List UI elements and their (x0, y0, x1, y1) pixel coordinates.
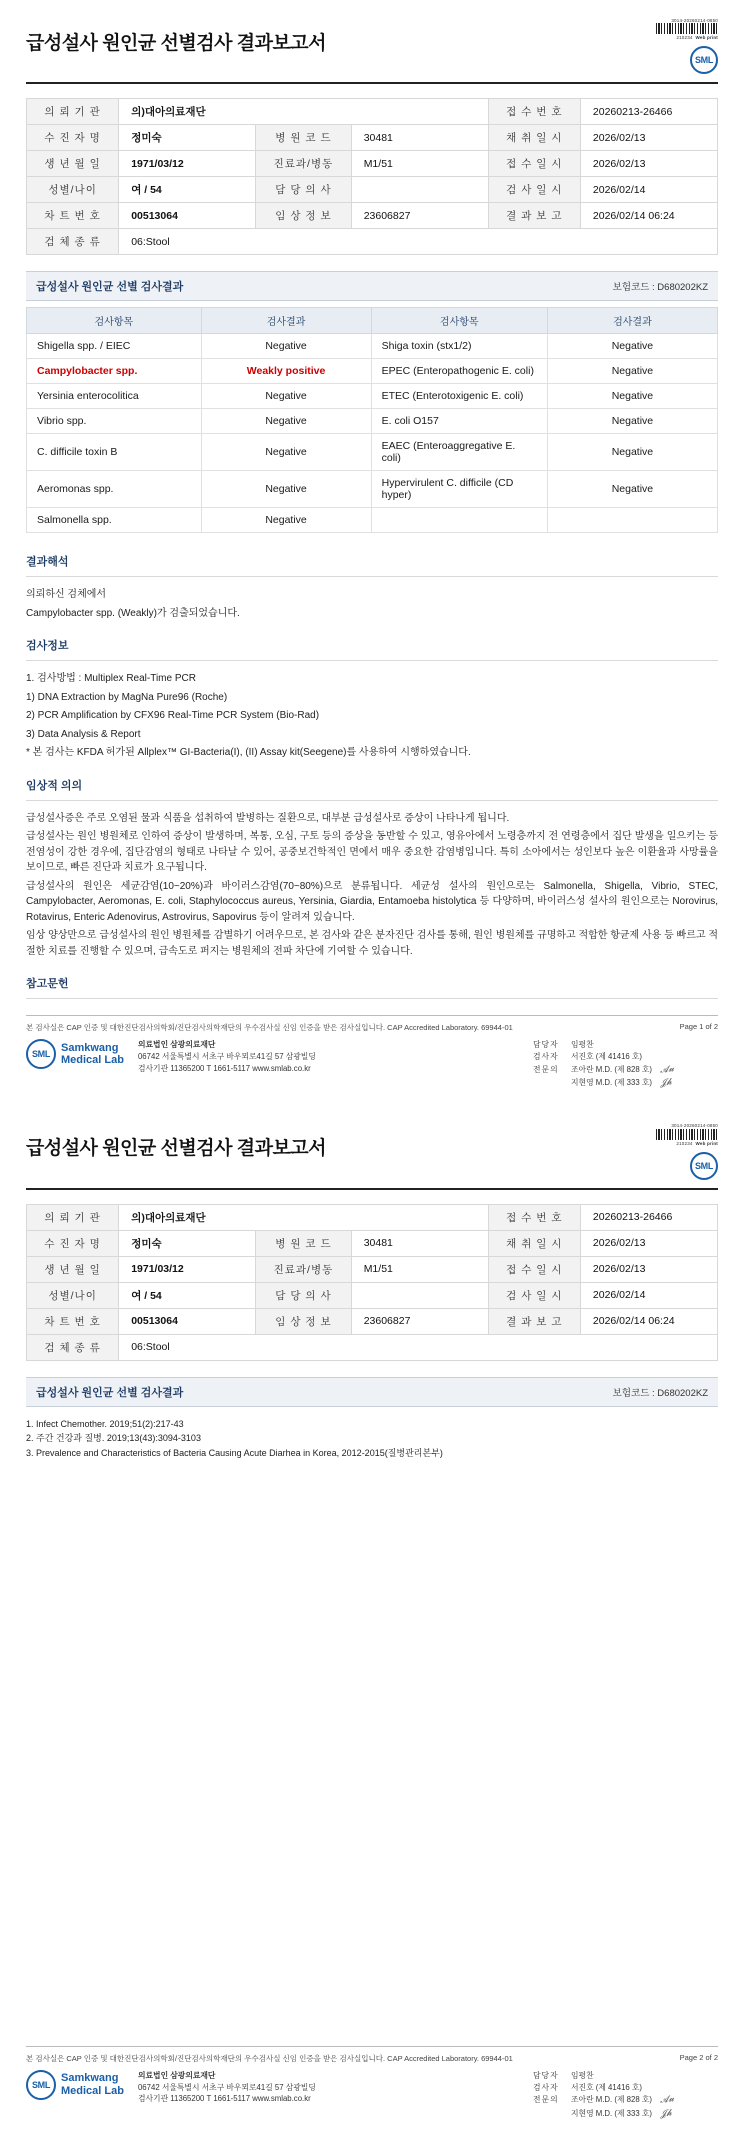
footer-address: 06742 서울특별시 서초구 바우뫼로41길 57 삼광빌딩 (137, 1052, 316, 1062)
accreditation-text: 본 검사실은 CAP 인증 및 대한진단검사의학회/진단검사의학재단의 우수검사실 신임 인증을 받은 검사실입니다. CAP Accredited Laboratory. 69944-01 (26, 1023, 513, 1033)
table-row (27, 1230, 718, 1256)
column-header-result-right: 검사결과 (547, 308, 717, 334)
barcode-subnumber: 210234 Web print (676, 35, 718, 41)
footer-logo (26, 2070, 124, 2100)
references-title: 참고문헌 (26, 978, 69, 991)
signer-row (533, 2070, 718, 2082)
sml-logo (690, 1152, 718, 1180)
page-footer-2 (26, 2046, 718, 2136)
signer-row (533, 1039, 718, 1051)
info-value: 23606827 (351, 203, 488, 229)
info-label: 채 취 일 시 (488, 125, 580, 151)
info-label: 검 사 일 시 (488, 177, 580, 203)
info-value: 00513064 (119, 203, 256, 229)
test-name: Shigella spp. / EIEC (27, 334, 202, 359)
test-name: E. coli O157 (371, 409, 547, 434)
page-footer-1 (26, 1015, 718, 1105)
info-value (351, 177, 488, 203)
footer-address: 06742 서울특별시 서초구 바우뫼로41길 57 삼광빌딩 (137, 2082, 316, 2092)
divider (26, 800, 718, 801)
table-row (27, 359, 718, 384)
info-value: 2026/02/13 (580, 125, 717, 151)
footer-signers (533, 1039, 718, 1091)
info-label: 접 수 번 호 (488, 99, 580, 125)
signer-row (533, 1064, 718, 1078)
table-row (27, 1282, 718, 1308)
table-row (27, 334, 718, 359)
footer-main (26, 1039, 718, 1105)
table-row (27, 1256, 718, 1282)
signer-value: 조아란 M.D. (제 828 호) (571, 2095, 652, 2105)
footer-contact: 검사기관 11365200 T 1661-5117 www.smlab.co.kr (137, 2094, 311, 2104)
page-title: 급성설사 원인균 선별검사 결과보고서 (26, 1138, 327, 1160)
test-name (371, 508, 547, 533)
header-right (656, 1123, 718, 1179)
page-whitespace (26, 1476, 718, 2036)
signer-row (533, 2094, 718, 2108)
document-header (26, 1123, 718, 1189)
column-header-test-right: 검사항목 (371, 308, 547, 334)
info-label: 검 사 일 시 (488, 1282, 580, 1308)
divider (26, 660, 718, 661)
info-value: 정미숙 (119, 125, 256, 151)
column-header-result-left: 검사결과 (201, 308, 371, 334)
footer-corp-name: 의료법인 삼광의료재단 (137, 2070, 216, 2080)
info-label: 접 수 번 호 (488, 1204, 580, 1230)
results-header-row (27, 308, 718, 334)
table-row (27, 1308, 718, 1334)
info-label: 수 진 자 명 (27, 125, 119, 151)
signer-key: 전문의 (533, 1064, 559, 1074)
footer-signers (533, 2070, 718, 2122)
table-row (27, 125, 718, 151)
barcode-block (656, 1123, 718, 1145)
table-row (27, 99, 718, 125)
table-row (27, 177, 718, 203)
specimen-value: 06:Stool (119, 1334, 718, 1360)
footer-address-block (138, 1039, 519, 1074)
info-value: 2026/02/14 (580, 1282, 717, 1308)
test-result: Negative (547, 409, 717, 434)
table-row (27, 1334, 718, 1360)
sml-logo-icon: SML (26, 1039, 56, 1069)
info-label: 담 당 의 사 (256, 1282, 351, 1308)
results-table (26, 307, 718, 533)
info-label: 진료과/병동 (256, 151, 351, 177)
specimen-value: 06:Stool (119, 229, 718, 255)
table-row (27, 203, 718, 229)
table-row (27, 151, 718, 177)
footer-main (26, 2070, 718, 2136)
signature-icon: 𝓙𝓱 (659, 2108, 673, 2120)
patient-info-table (26, 1204, 718, 1361)
info-label: 의 뢰 기 관 (27, 1204, 119, 1230)
test-result: Negative (201, 434, 371, 471)
section-title: 급성설사 원인균 선별 검사결과 (36, 281, 184, 294)
info-value: 1971/03/12 (119, 1256, 256, 1282)
barcode-number: 3014-20260214-0850 (671, 1123, 718, 1129)
test-result: Negative (201, 334, 371, 359)
sml-logo-icon: SML (690, 46, 718, 74)
test-info-title: 검사정보 (26, 640, 69, 653)
signer-value: 지현영 M.D. (제 333 호) (571, 1078, 652, 1088)
divider (26, 576, 718, 577)
test-info-line: 3) Data Analysis & Report (26, 728, 141, 740)
test-name: ETEC (Enterotoxigenic E. coli) (371, 384, 547, 409)
test-info-line: * 본 검사는 KFDA 허가된 Allplex™ GI-Bacteria(I), (II) Assay kit(Seegene)를 사용하여 시행하였습니다. (26, 747, 471, 759)
test-result: Weakly positive (201, 359, 371, 384)
test-name: Vibrio spp. (27, 409, 202, 434)
test-result: Negative (547, 471, 717, 508)
info-label: 진료과/병동 (256, 1256, 351, 1282)
insurance-code: 보험코드 : D680202KZ (612, 282, 708, 294)
info-label: 접 수 일 시 (488, 151, 580, 177)
references-list (26, 1417, 718, 1460)
specimen-label: 검 체 종 류 (27, 229, 119, 255)
test-name: EAEC (Enteroaggregative E. coli) (371, 434, 547, 471)
signer-row (533, 2082, 718, 2094)
references-block-page1 (26, 975, 718, 999)
info-label: 차 트 번 호 (27, 1308, 119, 1334)
info-value: 여 / 54 (119, 177, 256, 203)
info-value: 2026/02/13 (580, 1256, 717, 1282)
footer-note (26, 2053, 718, 2070)
test-name: Campylobacter spp. (27, 359, 202, 384)
table-row (27, 434, 718, 471)
signer-value: 서진호 (제 41416 호) (571, 1052, 643, 1062)
page-number: Page 1 of 2 (679, 1022, 718, 1032)
info-label: 임 상 정 보 (256, 1308, 351, 1334)
interpretation-line: Campylobacter spp. (Weakly)가 검출되었습니다. (26, 607, 240, 619)
barcode-block (656, 18, 718, 40)
interpretation-title: 결과해석 (26, 556, 69, 569)
footer-lab-name (61, 1042, 124, 1067)
info-value: 정미숙 (119, 1230, 256, 1256)
info-label: 생 년 월 일 (27, 1256, 119, 1282)
test-name: Shiga toxin (stx1/2) (371, 334, 547, 359)
info-label: 병 원 코 드 (256, 1230, 351, 1256)
test-name: Yersinia enterocolitica (27, 384, 202, 409)
signer-value: 조아란 M.D. (제 828 호) (571, 1064, 652, 1074)
specimen-label: 검 체 종 류 (27, 1334, 119, 1360)
signer-value: 서진호 (제 41416 호) (571, 2082, 643, 2092)
footer-address-block (138, 2070, 519, 2105)
test-result: Negative (547, 434, 717, 471)
info-label: 차 트 번 호 (27, 203, 119, 229)
signature-icon: 𝓙𝓱 (659, 1077, 673, 1090)
info-value: 2026/02/14 06:24 (580, 203, 717, 229)
test-result: Negative (201, 471, 371, 508)
signer-value: 임평찬 (571, 1040, 594, 1050)
test-info-block (26, 637, 718, 761)
section-header-results (26, 1377, 718, 1407)
test-result: Negative (201, 409, 371, 434)
interpretation-line: 의뢰하신 검체에서 (26, 589, 107, 601)
sml-logo-icon: SML (26, 2070, 56, 2100)
footer-lab-name (61, 2072, 124, 2097)
lab-name-line2: Medical Lab (61, 1054, 124, 1067)
lab-name-line1: Samkwang (61, 1041, 119, 1054)
test-name: Salmonella spp. (27, 508, 202, 533)
footer-corp-name: 의료법인 삼광의료재단 (137, 1040, 216, 1050)
accreditation-text: 본 검사실은 CAP 인증 및 대한진단검사의학회/진단검사의학재단의 우수검사실 신임 인증을 받은 검사실입니다. CAP Accredited Laboratory. 69944-01 (26, 2053, 513, 2063)
clinical-paragraph: 급성설사는 원인 병원체로 인하여 증상이 발생하며, 복통, 오심, 구토 등의 증상을 동반할 수 있고, 영유아에서 노령층까지 전 연령층에서 집단 발생을 일으키는 등 전염성이 강한 경우에, 집단감염의 형태로 나타날 수 있어, 공중보건학적인 면에서 매우 중요한 감염병입니다. 특히 소아에서는 성인보다 높은 이환율과 사망률을 보이므로, 빠른 진단과 치료가 요구됩니다. (26, 831, 718, 874)
test-result: Negative (201, 508, 371, 533)
info-value: 여 / 54 (119, 1282, 256, 1308)
footer-logo (26, 1039, 124, 1069)
info-label: 수 진 자 명 (27, 1230, 119, 1256)
header-right (656, 18, 718, 74)
signer-key: 전문의 (533, 2095, 559, 2105)
footer-note (26, 1022, 718, 1039)
info-value: 00513064 (119, 1308, 256, 1334)
info-label: 병 원 코 드 (256, 125, 351, 151)
patient-info-table (26, 98, 718, 255)
info-value: 2026/02/14 06:24 (580, 1308, 717, 1334)
info-label: 결 과 보 고 (488, 1308, 580, 1334)
test-info-line: 1. 검사방법 : Multiplex Real-Time PCR (26, 673, 196, 685)
sml-logo-icon: SML (690, 1152, 718, 1180)
info-label: 결 과 보 고 (488, 203, 580, 229)
barcode-number: 3014-20260214-0850 (671, 18, 718, 23)
test-name: Aeromonas spp. (27, 471, 202, 508)
lab-name-line1: Samkwang (61, 2072, 119, 2085)
barcode-icon (656, 23, 718, 34)
info-value: 1971/03/12 (119, 151, 256, 177)
info-value: 의)대아의료재단 (119, 1204, 489, 1230)
test-info-line: 1) DNA Extraction by MagNa Pure96 (Roche) (26, 691, 228, 703)
signer-row (533, 1051, 718, 1063)
info-value: 30481 (351, 125, 488, 151)
column-header-test-left: 검사항목 (27, 308, 202, 334)
signer-row (533, 2108, 718, 2122)
test-result: Negative (201, 384, 371, 409)
test-name: EPEC (Enteropathogenic E. coli) (371, 359, 547, 384)
signature-icon: 𝓐𝓾 (659, 1063, 675, 1076)
section-title: 급성설사 원인균 선별 검사결과 (36, 1386, 184, 1399)
section-header-results (26, 271, 718, 301)
info-label: 채 취 일 시 (488, 1230, 580, 1256)
insurance-code: 보험코드 : D680202KZ (612, 1387, 708, 1399)
divider (26, 998, 718, 999)
info-label: 생 년 월 일 (27, 151, 119, 177)
info-value: 20260213-26466 (580, 99, 717, 125)
page-title: 급성설사 원인균 선별검사 결과보고서 (26, 33, 327, 54)
table-row (27, 1204, 718, 1230)
clinical-significance-block (26, 777, 718, 960)
info-value: 23606827 (351, 1308, 488, 1334)
test-name: C. difficile toxin B (27, 434, 202, 471)
reference-item: 3. Prevalence and Characteristics of Bacteria Causing Acute Diarhea in Korea, 2012-2015(질병관리본부) (26, 1447, 443, 1458)
table-row (27, 471, 718, 508)
info-value: 30481 (351, 1230, 488, 1256)
signer-key: 검사자 (533, 2082, 559, 2092)
barcode-subnumber: 210234 Web print (676, 1140, 718, 1146)
signer-value: 지현영 M.D. (제 333 호) (571, 2108, 652, 2118)
info-label: 접 수 일 시 (488, 1256, 580, 1282)
barcode-icon (656, 1129, 718, 1140)
clinical-title: 임상적 의의 (26, 779, 83, 792)
test-result: Negative (547, 334, 717, 359)
test-name: Hypervirulent C. difficile (CD hyper) (371, 471, 547, 508)
test-result: Negative (547, 384, 717, 409)
clinical-paragraph: 임상 양상만으로 급성설사의 원인 병원체를 감별하기 어려우므로, 본 검사와 같은 분자진단 검사를 통해, 원인 병원체를 규명하고 적합한 항균제 사용 등 빠르고 적절한 치료를 진행할 수 있으며, 급속도로 퍼지는 병원체의 전파 차단에 기여할 수 있습니다. (26, 930, 718, 957)
signer-key: 담당자 (533, 2070, 559, 2080)
signer-key: 검사자 (533, 1052, 559, 1062)
table-row (27, 409, 718, 434)
clinical-paragraph: 급성설사증은 주로 오염된 물과 식품을 섭취하여 발병하는 질환으로, 대부분 급성설사로 증상이 나타나게 됩니다. (26, 812, 510, 824)
lab-name-line2: Medical Lab (61, 2084, 124, 2097)
signer-key (533, 1077, 567, 1091)
signer-row (533, 1077, 718, 1091)
interpretation-block (26, 553, 718, 621)
table-row (27, 508, 718, 533)
info-value: 2026/02/14 (580, 177, 717, 203)
table-row (27, 384, 718, 409)
info-label: 성별/나이 (27, 177, 119, 203)
signature-icon: 𝓐𝓾 (659, 2094, 675, 2106)
clinical-paragraph: 급성설사의 원인은 세균감염(10~20%)과 바이러스감염(70~80%)으로 분류됩니다. 세균성 설사의 원인으로는 Salmonella, Shigella, Vibrio, STEC, Campylobacter, Aeromonas, E. coli, Staphylococcus aureus, Yersinia, Giardia, Entamoeba histolytica 등 다양하며, 바이러스성 설사의 원인으로는 Norovirus, Rotavirus, Enteric Adenovirus, Astrovirus, Sapovirus 등이 알려져 있습니다. (26, 880, 718, 923)
info-value: 2026/02/13 (580, 1230, 717, 1256)
info-label: 임 상 정 보 (256, 203, 351, 229)
test-info-line: 2) PCR Amplification by CFX96 Real-Time PCR System (Bio-Rad) (26, 710, 320, 722)
info-value: 20260213-26466 (580, 1204, 717, 1230)
signer-key: 담당자 (533, 1040, 559, 1050)
info-value: 의)대아의료재단 (119, 99, 489, 125)
signer-key (533, 2108, 567, 2122)
info-value (351, 1282, 488, 1308)
sml-logo (690, 46, 718, 74)
page-number: Page 2 of 2 (679, 2052, 718, 2062)
report-page-2 (0, 1105, 744, 2136)
signer-value: 임평찬 (571, 2070, 594, 2080)
footer-contact: 검사기관 11365200 T 1661-5117 www.smlab.co.kr (137, 1063, 311, 1073)
table-row (27, 229, 718, 255)
info-label: 담 당 의 사 (256, 177, 351, 203)
info-value: M1/51 (351, 151, 488, 177)
info-value: M1/51 (351, 1256, 488, 1282)
document-header (26, 18, 718, 84)
info-value: 2026/02/13 (580, 151, 717, 177)
info-label: 의 뢰 기 관 (27, 99, 119, 125)
test-result (547, 508, 717, 533)
test-result: Negative (547, 359, 717, 384)
info-label: 성별/나이 (27, 1282, 119, 1308)
reference-item: 2. 주간 건강과 질병. 2019;13(43):3094-3103 (26, 1433, 201, 1444)
reference-item: 1. Infect Chemother. 2019;51(2):217-43 (26, 1418, 184, 1429)
